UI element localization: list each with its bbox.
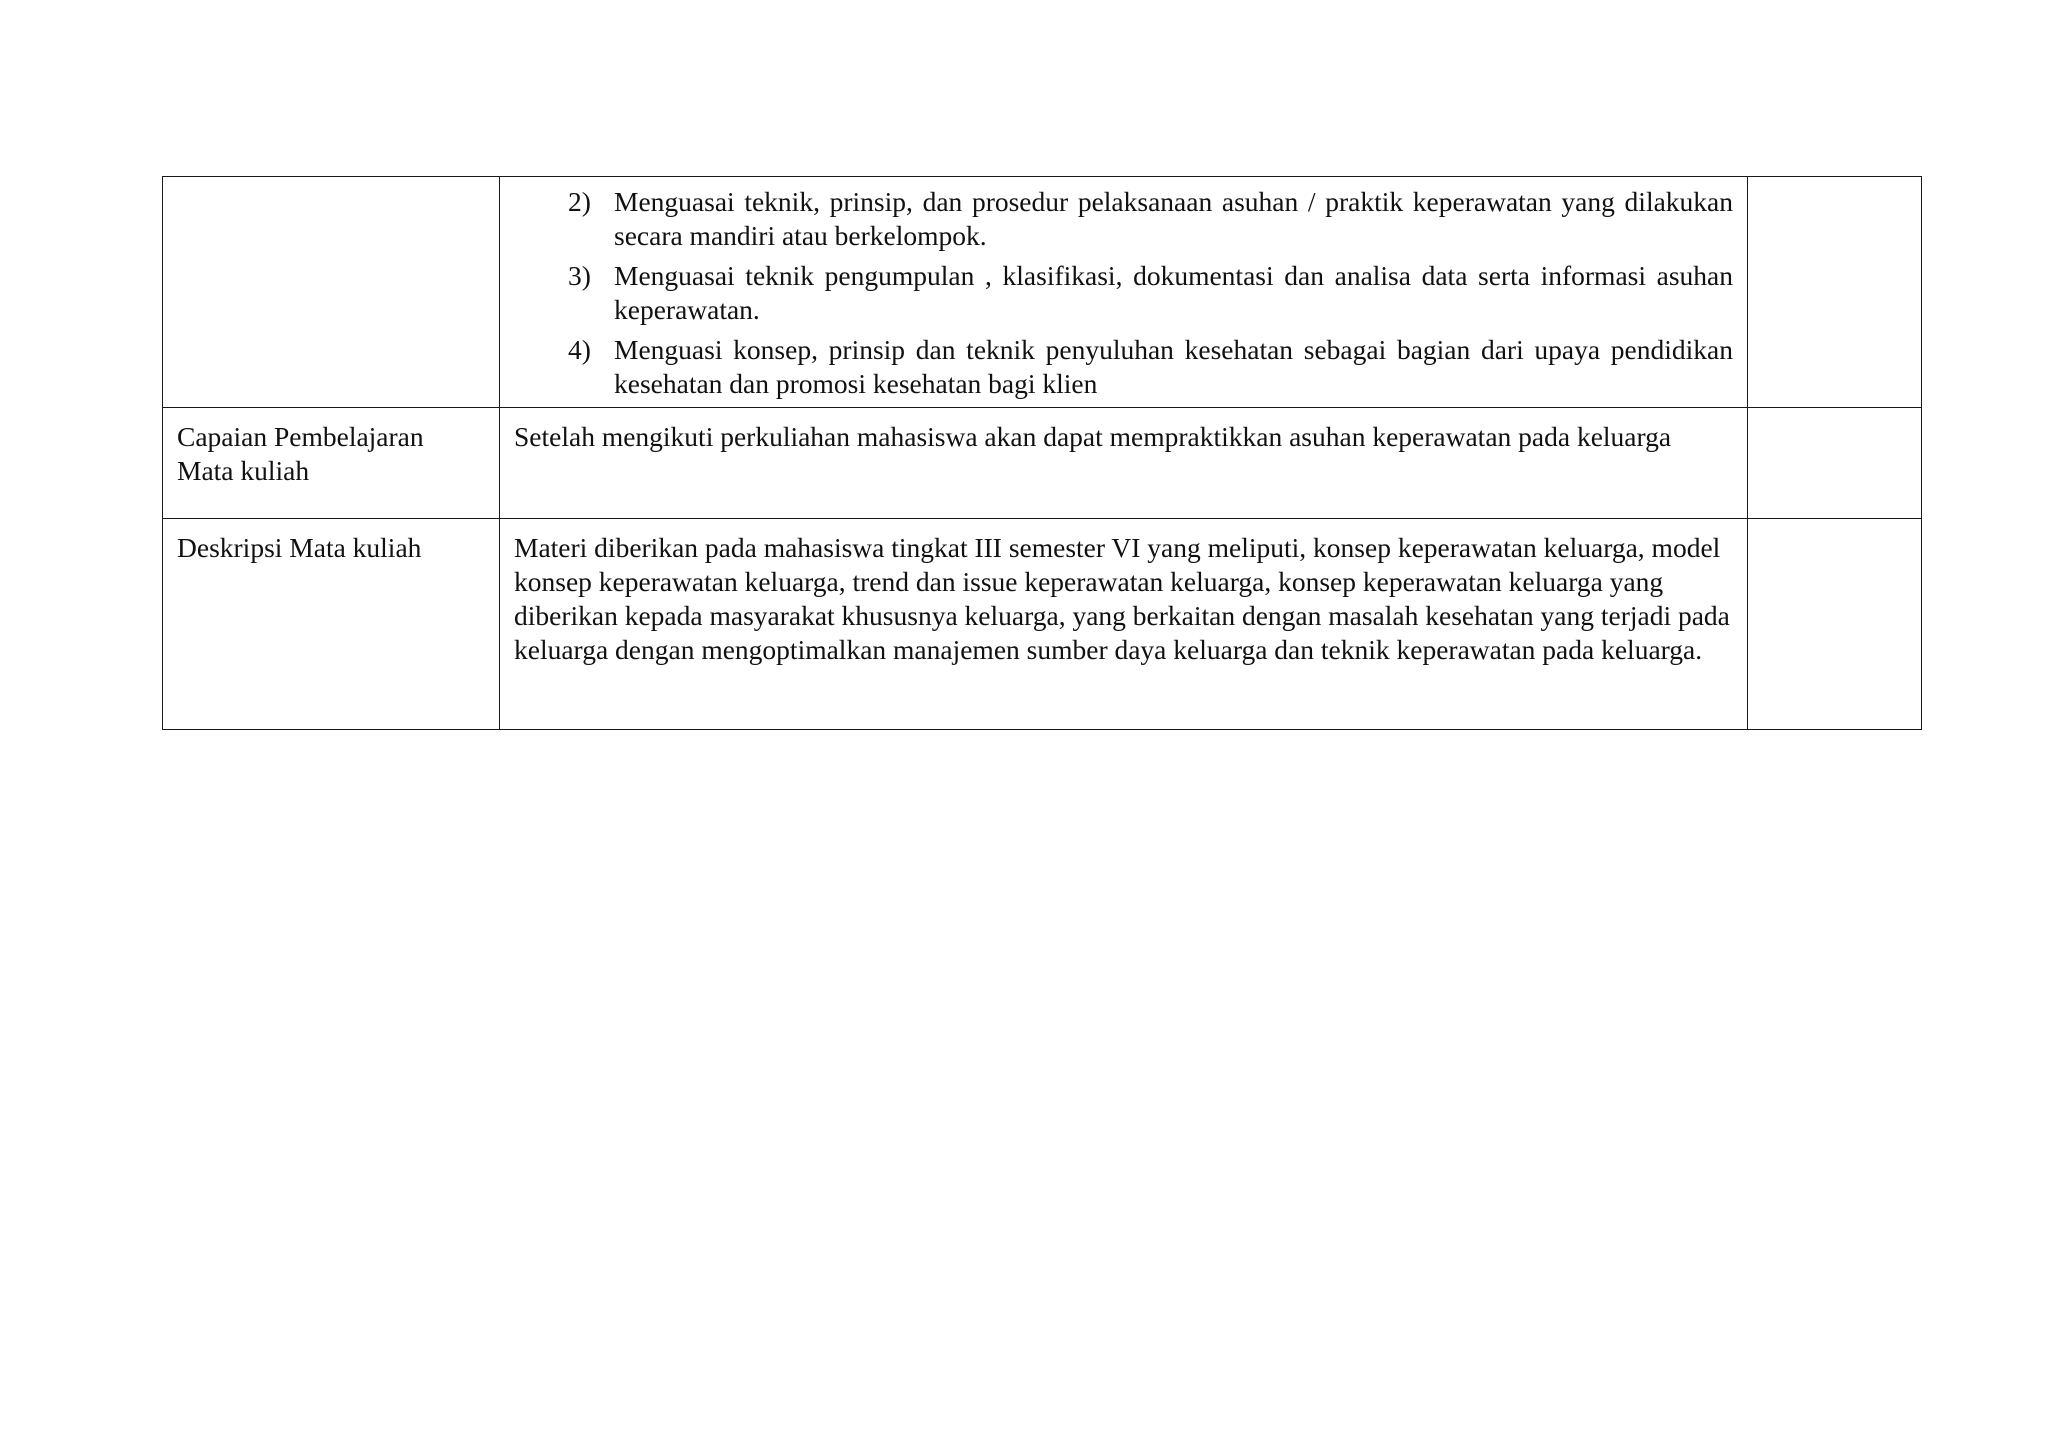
list-item-number: 3)	[568, 260, 591, 291]
course-info-table	[162, 176, 1922, 730]
course-description-text: Materi diberikan pada mahasiswa tingkat III semester VI yang meliputi, konsep keperawatan keluarga, model konsep keperawatan keluarga, trend dan issue keperawatan keluarga, konsep keperawatan keluarga yang diberikan kepada masyarakat khususnya keluarga, yang berkaitan dengan masalah kesehatan yang terjadi pada keluarga dengan mengoptimalkan manajemen sumber daya keluarga dan teknik keperawatan pada keluarga.	[500, 519, 1748, 730]
row-label-course-description: Deskripsi Mata kuliah	[163, 519, 500, 730]
list-item-text: Menguasai teknik pengumpulan , klasifikasi, dokumentasi dan analisa data serta informasi asuhan keperawatan.	[614, 260, 1733, 325]
empty-cell	[1748, 519, 1922, 730]
row-label-cell	[163, 177, 500, 408]
list-item-number: 4)	[568, 334, 591, 365]
empty-cell	[1748, 408, 1922, 519]
empty-cell	[1748, 177, 1922, 408]
list-item-text: Menguasi konsep, prinsip dan teknik penyuluhan kesehatan sebagai bagian dari upaya pendidikan kesehatan dan promosi kesehatan bagi klien	[614, 334, 1733, 399]
list-item	[568, 333, 1733, 401]
row-label-learning-outcomes: Capaian Pembelajaran Mata kuliah	[163, 408, 500, 519]
list-item	[568, 259, 1733, 327]
list-item-number: 2)	[568, 186, 591, 217]
table-row-course-description	[163, 519, 1922, 730]
competency-list-cell	[500, 177, 1748, 408]
table-row-learning-outcomes	[163, 408, 1922, 519]
competency-list	[514, 185, 1733, 401]
learning-outcomes-text: Setelah mengikuti perkuliahan mahasiswa akan dapat mempraktikkan asuhan keperawatan pada keluarga	[500, 408, 1748, 519]
list-item-text: Menguasai teknik, prinsip, dan prosedur pelaksanaan asuhan / praktik keperawatan yang dilakukan secara mandiri atau berkelompok.	[614, 186, 1733, 251]
table-row-competencies	[163, 177, 1922, 408]
list-item	[568, 185, 1733, 253]
